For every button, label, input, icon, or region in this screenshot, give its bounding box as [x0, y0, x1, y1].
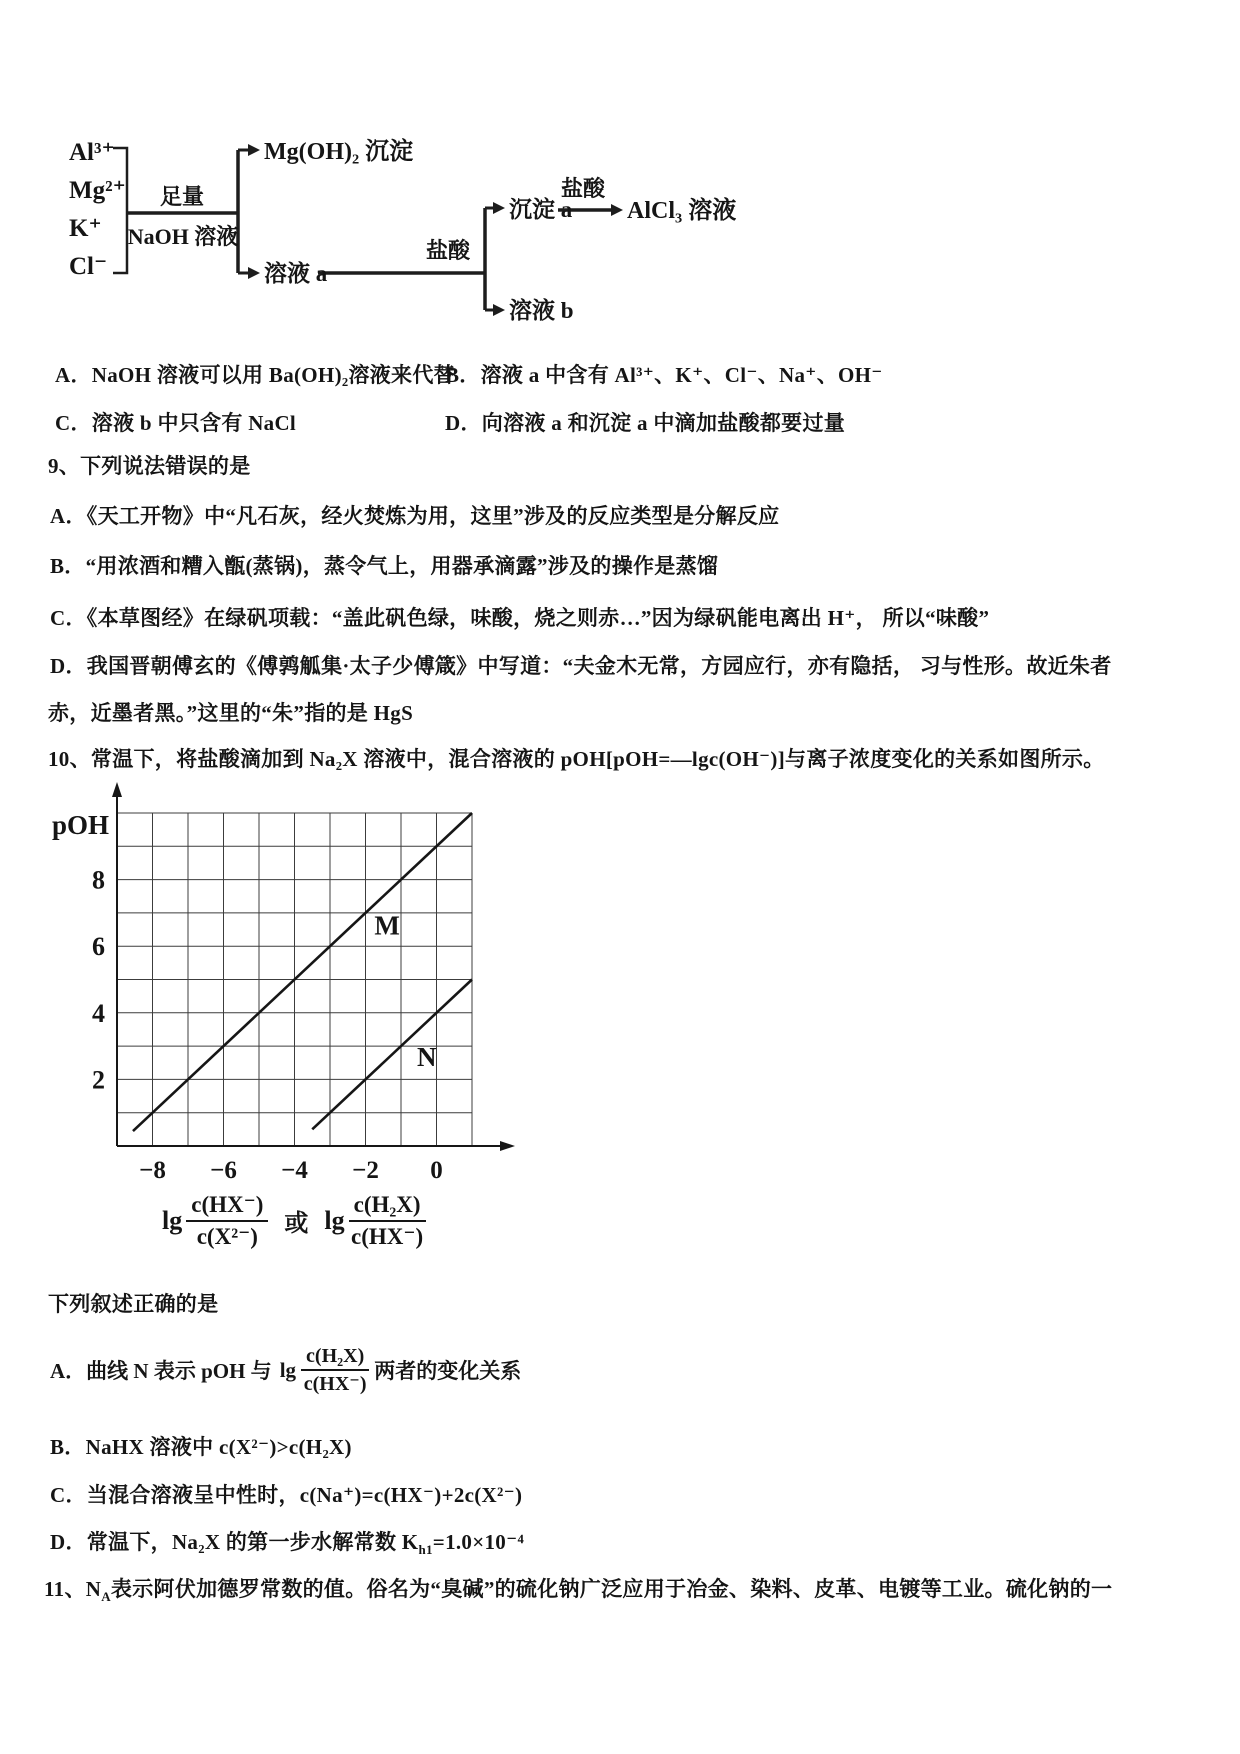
svg-text:−4: −4	[281, 1157, 308, 1184]
svg-text:0: 0	[430, 1157, 443, 1184]
q10-option-b: B．NaHX 溶液中 c(X²⁻)>c(H₂X)	[50, 1435, 352, 1459]
svg-text:8: 8	[92, 865, 105, 895]
solution-b-label: 溶液 b	[509, 298, 574, 323]
fraction-numerator: c(H₂X)	[349, 1192, 426, 1222]
fraction-h2x-hx	[349, 1192, 426, 1250]
fraction-denominator: c(HX⁻)	[303, 1373, 367, 1395]
fraction-numerator: c(HX⁻)	[186, 1192, 268, 1222]
svg-text:−8: −8	[139, 1157, 166, 1184]
q9-option-b: B．“用浓酒和糟入甑(蒸锅)，蒸令气上，用器承滴露”涉及的操作是蒸馏	[50, 554, 719, 578]
naoh-solution-label: NaOH 溶液	[127, 224, 239, 249]
q10-option-d-tail: =1.0×10⁻⁴	[432, 1530, 525, 1554]
q10-option-d-text: D．常温下，Na₂X 的第一步水解常数 K	[50, 1530, 419, 1554]
hydrochloric-acid-label-2: 盐酸	[560, 176, 606, 201]
fraction-denominator: c(X²⁻)	[196, 1223, 258, 1249]
q11-stem-text: 11、N	[44, 1577, 102, 1601]
fraction-h2x-hx	[301, 1345, 369, 1396]
svg-text:6: 6	[92, 932, 105, 962]
q10-option-a-tail: 两者的变化关系	[374, 1359, 522, 1383]
q8-option-d: D．向溶液 a 和沉淀 a 中滴加盐酸都要过量	[445, 411, 846, 435]
lg-label-1: lg	[162, 1205, 183, 1235]
flow-arrowheads	[248, 144, 623, 316]
q9-option-a: A．《天工开物》中“凡石灰，经火焚炼为用，这里”涉及的反应类型是分解反应	[50, 504, 780, 528]
svg-text:4: 4	[92, 998, 105, 1028]
svg-text:M: M	[374, 910, 400, 941]
q10-option-d	[50, 1529, 524, 1558]
svg-text:−6: −6	[210, 1157, 237, 1184]
q10-option-a-text: A．曲线 N 表示 pOH 与	[50, 1359, 272, 1383]
q11-stem-tail: 表示阿伏加德罗常数的值。俗名为“臭碱”的硫化钠广泛应用于冶金、染料、皮革、电镀等工业。硫化钠的一	[110, 1577, 1113, 1601]
excess-label: 足量	[159, 184, 205, 209]
solution-a-label: 溶液 a	[264, 261, 328, 286]
q9-option-c: C．《本草图经》在绿矾项载：“盖此矾色绿，味酸，烧之则赤…”因为绿矾能电离出 H⁺， 所以“味酸”	[50, 606, 990, 630]
svg-text:pOH: pOH	[51, 810, 109, 840]
q8-option-b: B．溶液 a 中含有 Al³⁺、K⁺、Cl⁻、Na⁺、OH⁻	[445, 363, 883, 387]
flow-diagram	[55, 118, 775, 333]
q10-option-a	[50, 1326, 521, 1414]
ion-label-al: Al³⁺	[69, 139, 115, 166]
q10-prompt: 下列叙述正确的是	[48, 1292, 219, 1316]
lg-label: lg	[279, 1357, 297, 1382]
ion-label-cl: Cl⁻	[69, 253, 108, 280]
q11-avogadro-subscript: A	[101, 1589, 111, 1605]
precipitate-a-label: 沉淀 a	[509, 197, 573, 222]
hydrochloric-acid-label-1: 盐酸	[425, 238, 471, 263]
fraction-hx-x2	[186, 1192, 268, 1250]
q10-stem: 10、常温下，将盐酸滴加到 Na₂X 溶液中，混合溶液的 pOH[pOH=—lgc(OH⁻)]与离子浓度变化的关系如图所示。	[48, 747, 1105, 771]
q9-stem: 9、下列说法错误的是	[48, 454, 251, 478]
poh-chart	[40, 772, 560, 1207]
q10-option-c: C．当混合溶液呈中性时，c(Na⁺)=c(HX⁻)+2c(X²⁻)	[50, 1483, 523, 1507]
q10-option-d-subscript: h1	[418, 1542, 433, 1558]
ion-label-k: K⁺	[69, 215, 102, 242]
svg-text:−2: −2	[352, 1157, 379, 1184]
mgoh2-precipitate-label: Mg(OH)₂ 沉淀	[264, 139, 414, 165]
svg-text:2: 2	[92, 1065, 105, 1095]
ion-label-mg: Mg²⁺	[69, 177, 126, 204]
q9-option-d-line2: 赤，近墨者黑。”这里的“朱”指的是 HgS	[48, 701, 414, 725]
fraction-denominator: c(HX⁻)	[351, 1223, 424, 1249]
q8-option-c: C．溶液 b 中只含有 NaCl	[55, 411, 297, 435]
fraction-numerator: c(H₂X)	[301, 1345, 369, 1371]
or-label: 或	[284, 1211, 309, 1238]
q11-stem	[44, 1576, 1112, 1605]
lg-label-2: lg	[324, 1205, 345, 1235]
svg-text:N: N	[416, 1042, 437, 1073]
alcl3-solution-label: AlCl₃ 溶液	[627, 198, 737, 224]
q8-option-a: A．NaOH 溶液可以用 Ba(OH)₂溶液来代替	[55, 363, 455, 387]
x-axis-formula	[162, 1192, 426, 1250]
q9-option-d-line1: D．我国晋朝傅玄的《傅鹑觚集·太子少傅箴》中写道：“夫金木无常，方园应行，亦有隐括， 习与性形。故近朱者	[50, 654, 1112, 678]
